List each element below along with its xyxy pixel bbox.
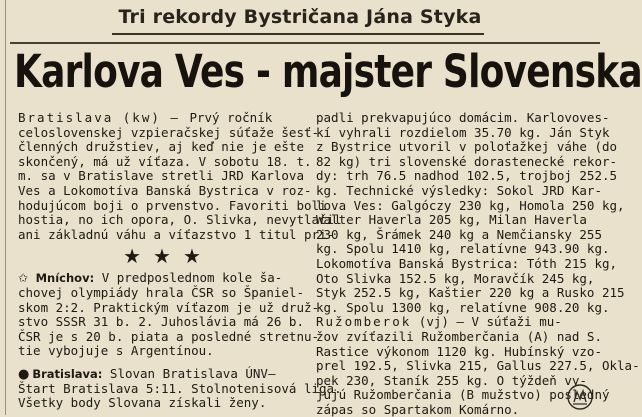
mnichov-label: Mníchov:	[35, 271, 95, 286]
text-line: kí vyhrali rozdielom 35.70 kg. Ján Styk	[316, 124, 610, 140]
text-line: ČSR je s 20 b. piata a posledné stretnu-	[18, 328, 320, 344]
column-divider-left	[5, 0, 6, 415]
text-line: jujú Ružomberčania (B mužstvo) posledný	[316, 387, 610, 403]
headline: Karlova Ves - majster Slovenska	[14, 45, 642, 98]
text-line: stvo SSSR 31 b. 2. Juhoslávia má 26 b.	[18, 314, 304, 330]
text-line: 230 kg, Šrámek 240 kg a Nemčiansky 255	[316, 226, 602, 242]
star-separator: ★★★	[123, 244, 213, 269]
text-line: m. sa v Bratislave stretli JRD Karlova	[18, 168, 304, 184]
text-line: Rastice výkonom 1120 kg. Hubínský vzo-	[316, 343, 602, 359]
text-line: padli prekvapujúco domácim. Karlovoves-	[316, 110, 610, 125]
text-line: Lokomotíva Banská Bystrica: Tóth 215 kg,	[316, 255, 618, 271]
text-line: pek 230, Staník 255 kg. O týždeň vy-	[316, 372, 587, 388]
text-line: z Bystrice utvoril v poloťažkej váhe (do	[316, 139, 618, 155]
text-line: kg. Technické výsledky: Sokol JRD Kar-	[316, 182, 602, 198]
text-line: Styk 252.5 kg, Kaštier 220 kg a Rusko 215	[316, 285, 625, 301]
text-line: Štart Bratislava 5:11. Stolnotenisová liga.	[18, 380, 342, 396]
text-line: ani základnú váhu a víťazstvo 1 titul pri-	[18, 226, 335, 242]
archive-stamp-icon	[566, 383, 594, 411]
star-icon: ✩	[18, 271, 29, 286]
ruzomberok-first-line	[316, 315, 600, 330]
bratislava-brief	[18, 365, 342, 411]
mnichov-lead: V predposlednom kole ša-	[94, 270, 283, 286]
lead-text: Prvý ročník	[189, 110, 273, 125]
text-line: skončený, má už víťaza. V sobotu 18. t.	[18, 153, 312, 169]
text-line: lova Ves: Galgóczy 230 kg, Homola 250 kg,	[316, 197, 625, 213]
bratislava-lead: Slovan Bratislava ÚNV—	[102, 365, 276, 381]
text-line: hodujúcom boji o prvenstvo. Favoriti boli	[18, 197, 327, 213]
left-column	[18, 110, 342, 411]
text-line: celoslovenskej vzpieračskej súťaže šesť-	[18, 124, 320, 140]
text-line: hostia, no ich opora, O. Slivka, nevytlačil	[18, 212, 342, 228]
text-line: Ves a Lokomotíva Banská Bystrica v roz-	[18, 182, 312, 198]
lead-line	[18, 111, 308, 126]
text-line: Všetky body Slovana získali ženy.	[18, 395, 267, 411]
text-line: chovej olympiády hrala ČSR so Španiel-	[18, 284, 304, 300]
text-line: prel 192.5, Slivka 215, Gallus 227.5, Okla-	[316, 358, 640, 374]
text-line: Oto Slivka 152.5 kg, Moravčík 245 kg,	[316, 270, 595, 286]
text-line: kg. Spolu 1410 kg, relatívne 943.90 kg.	[316, 241, 610, 257]
ruzomberok-label: Ružomberok	[316, 314, 412, 330]
text-line: skom 2:2. Praktickým víťazom je už druž-	[18, 299, 320, 315]
mnichov-first-line	[18, 271, 308, 286]
text-line: tie vybojuje s Argentínou.	[18, 343, 214, 359]
kicker-underline	[112, 33, 484, 35]
kicker-title: Tri rekordy Bystričana Jána Styka	[118, 6, 482, 28]
dateline: Bratislava (kw) —	[18, 110, 190, 125]
bratislava-label: Bratislava:	[32, 366, 103, 381]
text-line: 82 kg) tri slovenské dorastenecké rekor-	[316, 153, 618, 169]
bullet-icon: ●	[18, 366, 30, 382]
bratislava-first-line	[18, 367, 308, 382]
text-line: členných družstiev, aj keď nie je ešte	[18, 139, 304, 155]
text-line: Walter Haverla 205 kg, Milan Haverla	[316, 212, 587, 228]
right-column	[316, 110, 640, 417]
text-line: dy: trh 76.5 nadhod 102.5, trojboj 252.5	[316, 168, 618, 184]
ruzomberok-lead: (vj) — V súťaži mu-	[411, 314, 562, 330]
text-line: zápas so Spartakom Komárno.	[316, 401, 520, 417]
text-line: kg. Spolu 1300 kg, relatívne 908.20 kg.	[316, 299, 610, 315]
text-line: žov zvíťazili Ružomberčania (A) nad S.	[316, 328, 602, 344]
